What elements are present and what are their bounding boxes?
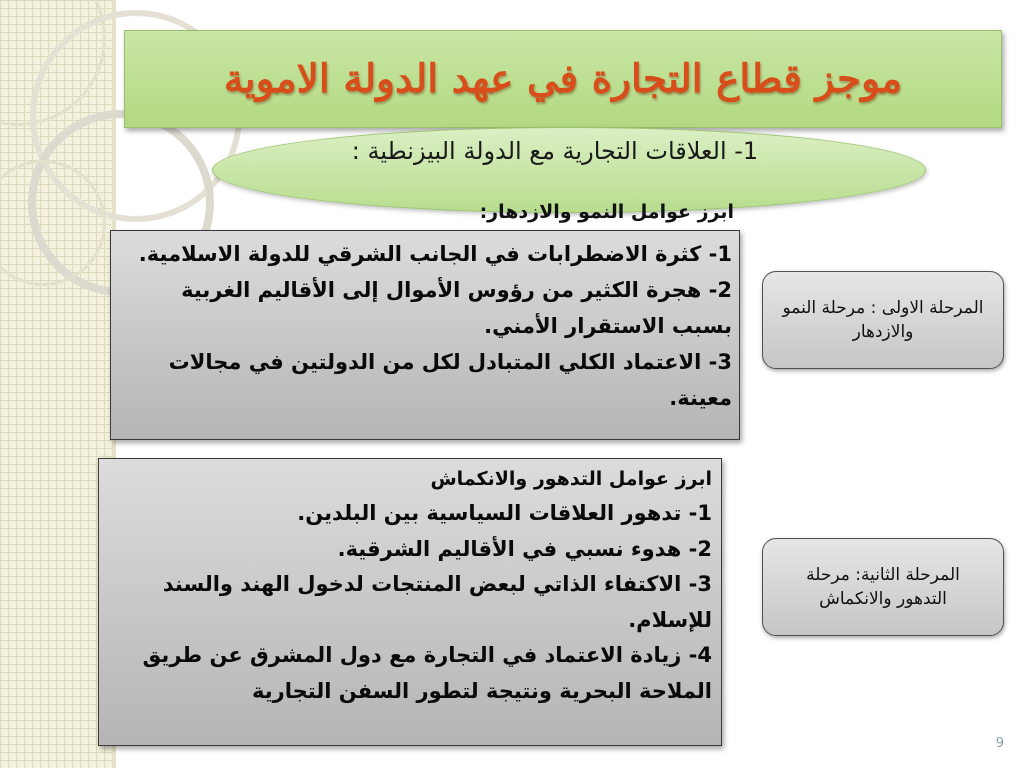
page-number: 9 [995,736,1004,751]
list-item: 3- الاكتفاء الذاتي لبعض المنتجات لدخول الهند والسند للإسلام. [162,572,712,632]
section-heading: 1- العلاقات التجارية مع الدولة البيزنطية : [351,137,759,165]
stage-one-label: المرحلة الاولى : مرحلة النمو والازدهار [782,298,984,342]
stage-one-factors-list [126,236,732,416]
list-item: 2- هجرة الكثير من رؤوس الأموال إلى الأقاليم الغربية بسبب الاستقرار الأمني. [181,278,732,338]
stage-two-label: المرحلة الثانية: مرحلة التدهور والانكماش [806,565,960,609]
stage-two-label-box [762,538,1004,636]
list-item: 4- زيادة الاعتماد في التجارة مع دول المشرق عن طريق الملاحة البحرية ونتيجة لتطور السفن التجارية [142,643,712,703]
title-banner [124,30,1002,128]
stage-two-factors-list [116,463,712,709]
list-item: 2- هدوء نسبي في الأقاليم الشرقية. [337,536,712,561]
stage-one-label-box [762,271,1004,369]
list-item: 1- كثرة الاضطرابات في الجانب الشرقي للدولة الاسلامية. [138,242,732,266]
list-item: 3- الاعتماد الكلي المتبادل لكل من الدولتين في مجالات معينة. [168,350,732,410]
stage-one-heading: ابرز عوامل النمو والازدهار: [479,201,734,223]
slide-title: موجز قطاع التجارة في عهد الدولة الاموية [223,56,903,102]
list-item: 1- تدهور العلاقات السياسية بين البلدين. [297,501,712,525]
stage-two-heading: ابرز عوامل التدهور والانكماش [430,468,712,490]
